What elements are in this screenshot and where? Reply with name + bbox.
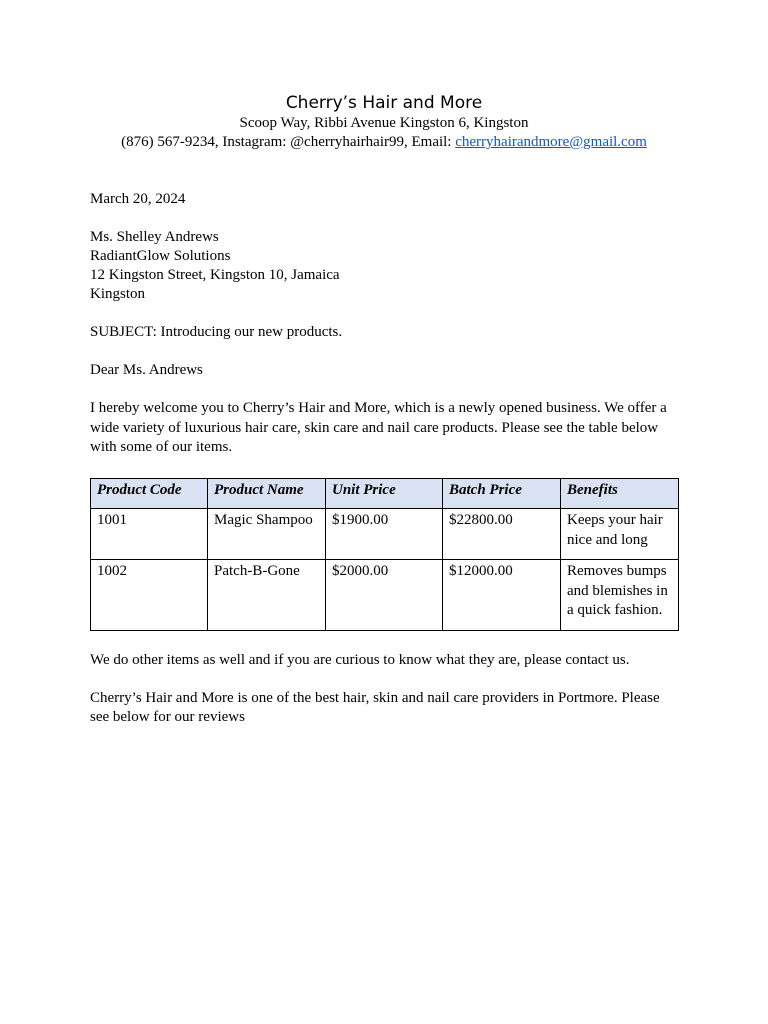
cell-product-code: 1001 [91, 509, 208, 560]
recipient-company: RadiantGlow Solutions [90, 248, 231, 264]
letter-page [90, 92, 678, 728]
subject-line: SUBJECT: Introducing our new products. [90, 324, 343, 340]
header-benefits: Benefits [561, 478, 679, 509]
letter-date: March 20, 2024 [90, 191, 186, 207]
contact-details: (876) 567-9234, Instagram: @cherryhairhair99, Email: [121, 134, 456, 150]
table-row [91, 509, 679, 560]
other-items-paragraph: We do other items as well and if you are curious to know what they are, please contact us. [90, 651, 630, 668]
cell-batch-price: $12000.00 [443, 560, 561, 631]
header-product-name: Product Name [208, 478, 326, 509]
company-name: Cherry’s Hair and More [285, 93, 483, 113]
header-batch-price: Batch Price [443, 478, 561, 509]
cell-benefits: Removes bumps and blemishes in a quick fashion. [561, 560, 679, 631]
table-header-row [91, 478, 679, 509]
cell-product-name: Patch-B-Gone [208, 560, 326, 631]
products-table [90, 478, 679, 631]
recipient-name: Ms. Shelley Andrews [90, 229, 219, 245]
header-product-code: Product Code [91, 478, 208, 509]
cell-product-name: Magic Shampoo [208, 509, 326, 560]
reviews-paragraph: Cherry’s Hair and More is one of the best hair, skin and nail care providers in Portmore. Please see below for our reviews [90, 689, 660, 725]
email-link[interactable]: cherryhairandmore@gmail.com [455, 134, 647, 150]
recipient-address [90, 228, 678, 304]
intro-paragraph: I hereby welcome you to Cherry’s Hair and More, which is a newly opened business. We offer a wide variety of luxurious hair care, skin care and nail care products. Please see the table below with some of our items. [90, 400, 667, 455]
letterhead [90, 92, 678, 152]
cell-batch-price: $22800.00 [443, 509, 561, 560]
company-address: Scoop Way, Ribbi Avenue Kingston 6, Kingston [239, 115, 529, 131]
header-unit-price: Unit Price [326, 478, 443, 509]
recipient-city: Kingston [90, 286, 146, 302]
table-row [91, 560, 679, 631]
salutation: Dear Ms. Andrews [90, 362, 203, 378]
cell-benefits: Keeps your hair nice and long [561, 509, 679, 560]
cell-unit-price: $1900.00 [326, 509, 443, 560]
cell-product-code: 1002 [91, 560, 208, 631]
cell-unit-price: $2000.00 [326, 560, 443, 631]
recipient-street: 12 Kingston Street, Kingston 10, Jamaica [90, 267, 340, 283]
company-contact [90, 133, 678, 152]
